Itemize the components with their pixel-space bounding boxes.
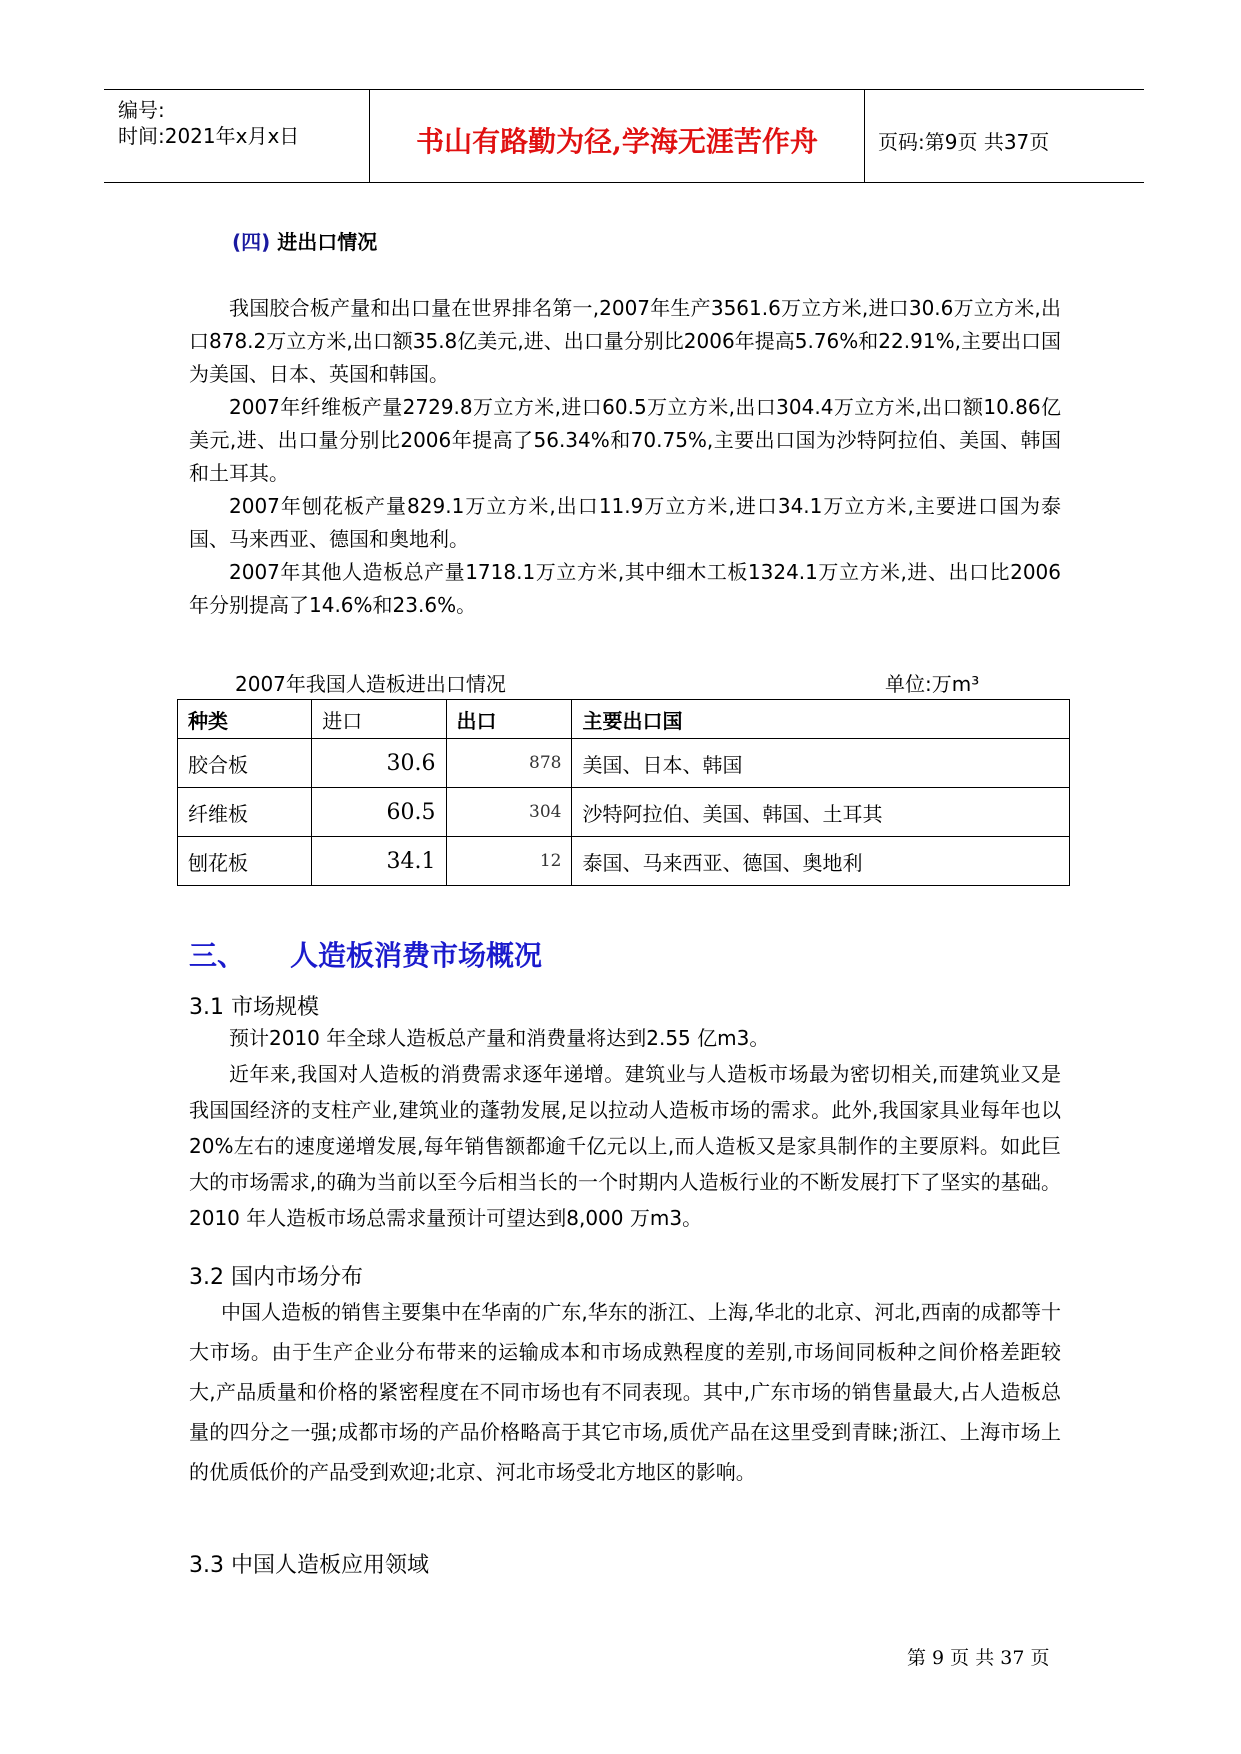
table-caption: 2007年我国人造板进出口情况 — [235, 672, 506, 696]
section-three-text: 人造板消费市场概况 — [290, 939, 543, 972]
cell-import: 30.6 — [312, 739, 446, 788]
paragraph-particleboard: 2007年刨花板产量829.1万立方米,出口11.9万立方米,进口34.1万立方米,主要进口国为泰国、马来西亚、德国和奥地利。 — [189, 494, 1061, 551]
section-heading-import-export — [232, 226, 377, 255]
subsection-3-2-title: 3.2 国内市场分布 — [189, 1265, 363, 1290]
cell-export: 12 — [446, 837, 572, 886]
header-main-countries: 主要出口国 — [572, 700, 1070, 739]
table-row — [178, 837, 1070, 886]
subsection-3-1-title: 3.1 市场规模 — [189, 995, 319, 1020]
header-import: 进口 — [312, 700, 446, 739]
subsection-3-2-body — [189, 1292, 1061, 1492]
table-row — [178, 739, 1070, 788]
header-left-cell — [104, 90, 370, 182]
section-three-number: 三、 — [189, 939, 246, 972]
subsection-3-1-body — [189, 1020, 1061, 1236]
section-three-title — [189, 934, 542, 974]
cell-countries: 泰国、马来西亚、德国、奥地利 — [572, 837, 1070, 886]
page-footer: 第 9 页 共 37 页 — [907, 1647, 1050, 1669]
cell-import: 34.1 — [312, 837, 446, 886]
table-header-row — [178, 700, 1070, 739]
import-export-paragraphs — [189, 292, 1061, 622]
cell-countries: 美国、日本、韩国 — [572, 739, 1070, 788]
cell-type: 刨花板 — [178, 837, 312, 886]
header-type: 种类 — [178, 700, 312, 739]
paragraph-global-forecast: 预计2010 年全球人造板总产量和消费量将达到2.55 亿m3。 — [229, 1026, 770, 1050]
paragraph-market-distribution: 中国人造板的销售主要集中在华南的广东,华东的浙江、上海,华北的北京、河北,西南的成都等十大市场。由于生产企业分布带来的运输成本和市场成熟程度的差别,市场间同板种之间价格差距较大,产品质量和价格的紧密程度在不同市场也有不同表现。其中,广东市场的销售量最大,占人造板总量的四分之一强;成都市场的产品价格略高于其它市场,质优产品在这里受到青睐;浙江、上海市场上的优质低价的产品受到欢迎;北京、河北市场受北方地区的影响。 — [189, 1300, 1061, 1484]
header-motto-cell — [370, 90, 865, 182]
header-motto: 书山有路勤为径,学海无涯苦作舟 — [416, 125, 818, 158]
section-heading-text: 进出口情况 — [277, 230, 378, 254]
cell-countries: 沙特阿拉伯、美国、韩国、土耳其 — [572, 788, 1070, 837]
header-page-info: 页码:第9页 共37页 — [878, 130, 1050, 154]
cell-export: 878 — [446, 739, 572, 788]
header-right-cell — [866, 90, 1144, 182]
subsection-3-3-title: 3.3 中国人造板应用领域 — [189, 1553, 429, 1578]
paragraph-fiberboard: 2007年纤维板产量2729.8万立方米,进口60.5万立方米,出口304.4万立方米,出口额10.86亿美元,进、出口量分别比2006年提高了56.34%和70.75%,主要出口国为沙特阿拉伯、美国、韩国和土耳其。 — [189, 395, 1061, 485]
cell-type: 胶合板 — [178, 739, 312, 788]
table-row — [178, 788, 1070, 837]
cell-type: 纤维板 — [178, 788, 312, 837]
doc-number-label: 编号: — [118, 98, 165, 122]
import-export-table — [177, 699, 1070, 886]
page-header — [104, 89, 1144, 183]
paragraph-plywood: 我国胶合板产量和出口量在世界排名第一,2007年生产3561.6万立方米,进口30.6万立方米,出口878.2万立方米,出口额35.8亿美元,进、出口量分别比2006年提高5.76%和22.91%,主要出口国为美国、日本、英国和韩国。 — [189, 296, 1061, 386]
paragraph-domestic-demand: 近年来,我国对人造板的消费需求逐年递增。建筑业与人造板市场最为密切相关,而建筑业又是我国国经济的支柱产业,建筑业的蓬勃发展,足以拉动人造板市场的需求。此外,我国家具业每年也以20%左右的速度递增发展,每年销售额都逾千亿元以上,而人造板又是家具制作的主要原料。如此巨大的市场需求,的确为当前以至今后相当长的一个时期内人造板行业的不断发展打下了坚实的基础。2010 年人造板市场总需求量预计可望达到8,000 万m3。 — [189, 1062, 1061, 1230]
paragraph-other-boards: 2007年其他人造板总产量1718.1万立方米,其中细木工板1324.1万立方米,进、出口比2006年分别提高了14.6%和23.6%。 — [189, 560, 1061, 617]
cell-export: 304 — [446, 788, 572, 837]
table-unit: 单位:万m³ — [885, 672, 980, 696]
doc-time-label: 时间:2021年x月x日 — [118, 124, 300, 148]
cell-import: 60.5 — [312, 788, 446, 837]
header-export: 出口 — [446, 700, 572, 739]
section-heading-number: (四) — [232, 230, 271, 254]
